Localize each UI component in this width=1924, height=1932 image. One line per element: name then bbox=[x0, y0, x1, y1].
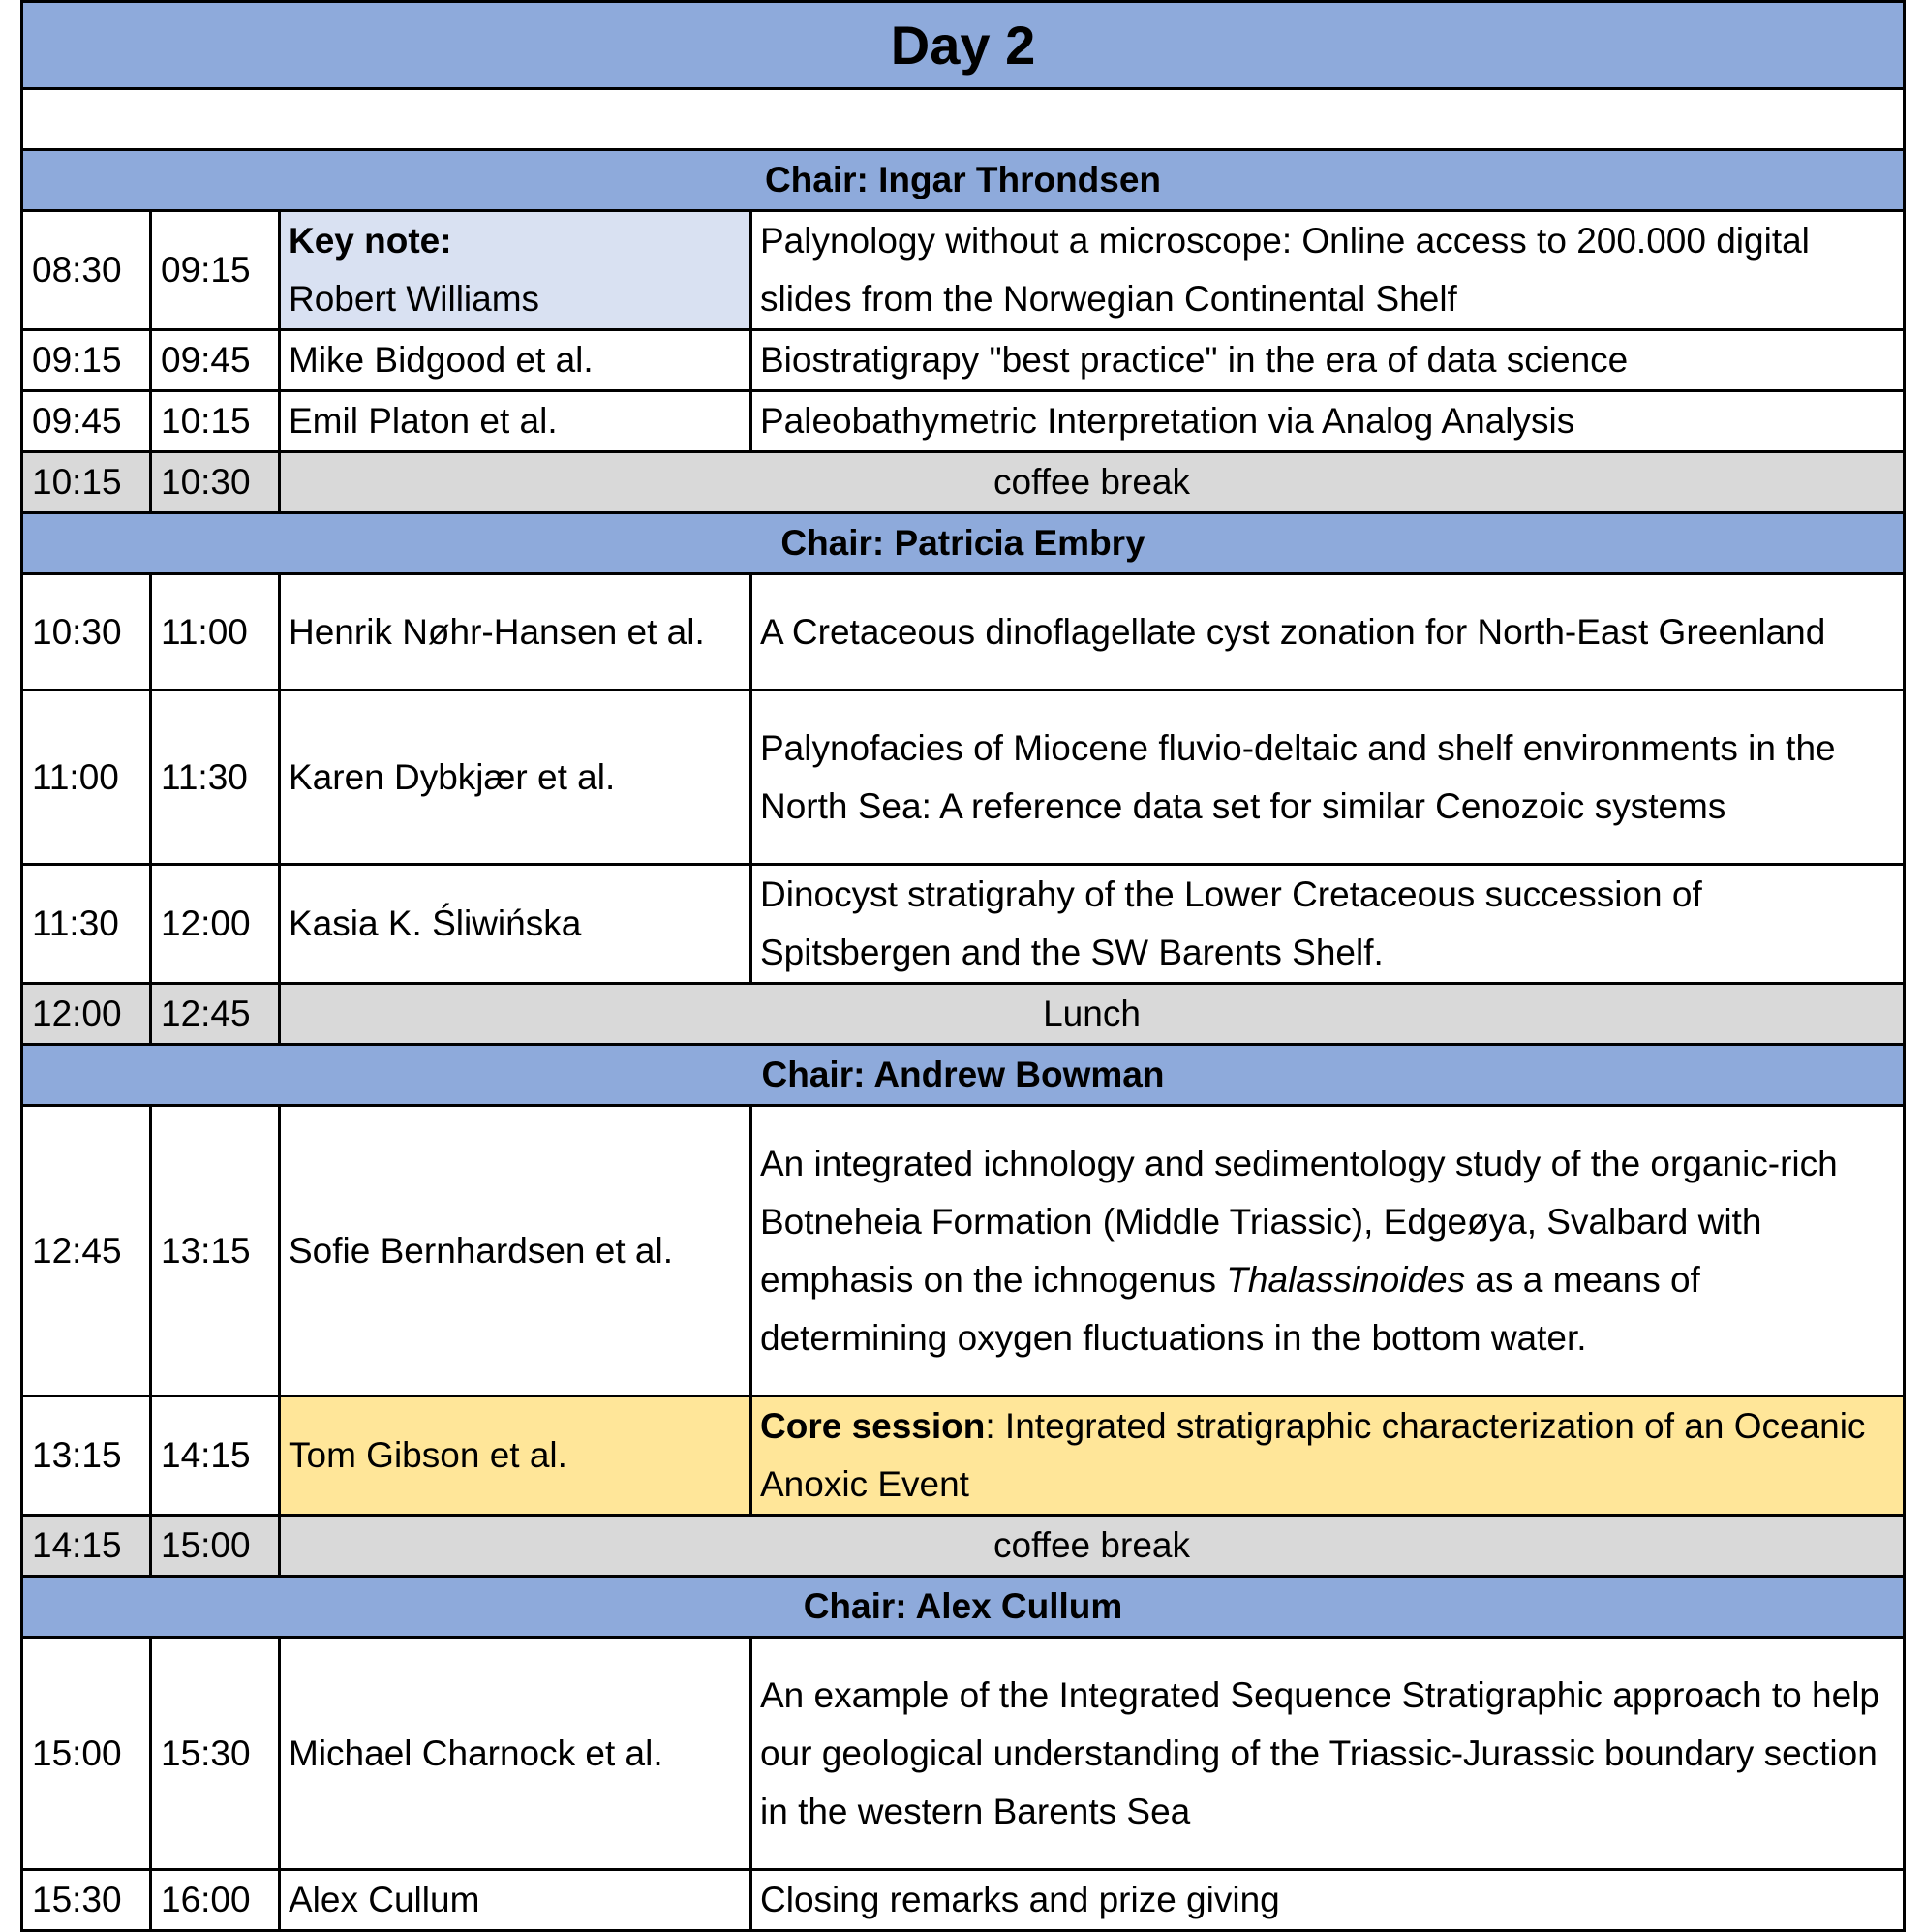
chair-row bbox=[22, 150, 1905, 211]
end-time: 10:15 bbox=[151, 391, 280, 452]
chair-row bbox=[22, 1577, 1905, 1638]
talk-title bbox=[751, 1106, 1905, 1396]
start-time: 09:15 bbox=[22, 330, 151, 391]
end-time: 14:15 bbox=[151, 1396, 280, 1516]
chair-row bbox=[22, 513, 1905, 574]
start-time: 12:45 bbox=[22, 1106, 151, 1396]
table-row bbox=[22, 1396, 1905, 1516]
genus-name: Thalassinoides bbox=[1226, 1259, 1466, 1300]
table-row bbox=[22, 211, 1905, 330]
talk-title: Biostratigrapy "best practice" in the era of data science bbox=[751, 330, 1905, 391]
break-row bbox=[22, 452, 1905, 513]
speaker-name: Mike Bidgood et al. bbox=[280, 330, 751, 391]
day-title-row bbox=[22, 2, 1905, 89]
end-time: 11:30 bbox=[151, 690, 280, 865]
talk-title-text: : Integrated stratigraphic characterization of an Oceanic Anoxic Event bbox=[760, 1406, 1866, 1504]
break-row bbox=[22, 1516, 1905, 1577]
chair-row bbox=[22, 1045, 1905, 1106]
start-time: 10:15 bbox=[22, 452, 151, 513]
speaker-name: Henrik Nøhr-Hansen et al. bbox=[280, 574, 751, 690]
end-time: 13:15 bbox=[151, 1106, 280, 1396]
end-time: 15:30 bbox=[151, 1638, 280, 1870]
end-time: 11:00 bbox=[151, 574, 280, 690]
break-label: coffee break bbox=[280, 1516, 1905, 1577]
start-time: 12:00 bbox=[22, 984, 151, 1045]
talk-title-text: An integrated ichnology and sedimentology study of the organic-rich Botneheia Formation (Middle Triassic), Edgeøya, Svalbard with emphasis on the ichnogenus bbox=[760, 1143, 1838, 1300]
break-label: Lunch bbox=[280, 984, 1905, 1045]
table-row bbox=[22, 865, 1905, 984]
speaker-name: Sofie Bernhardsen et al. bbox=[280, 1106, 751, 1396]
start-time: 14:15 bbox=[22, 1516, 151, 1577]
table-row bbox=[22, 330, 1905, 391]
chair-label: Chair: Alex Cullum bbox=[22, 1577, 1905, 1638]
talk-title: Palynology without a microscope: Online access to 200.000 digital slides from the Norwegian Continental Shelf bbox=[751, 211, 1905, 330]
talk-title: A Cretaceous dinoflagellate cyst zonation for North-East Greenland bbox=[751, 574, 1905, 690]
end-time: 09:15 bbox=[151, 211, 280, 330]
schedule-table bbox=[20, 0, 1906, 1932]
speaker-name: Kasia K. Śliwińska bbox=[280, 865, 751, 984]
table-row bbox=[22, 391, 1905, 452]
start-time: 11:00 bbox=[22, 690, 151, 865]
break-row bbox=[22, 984, 1905, 1045]
chair-label: Chair: Andrew Bowman bbox=[22, 1045, 1905, 1106]
end-time: 12:45 bbox=[151, 984, 280, 1045]
start-time: 09:45 bbox=[22, 391, 151, 452]
speaker-name: Robert Williams bbox=[289, 279, 540, 319]
table-row bbox=[22, 1870, 1905, 1931]
end-time: 15:00 bbox=[151, 1516, 280, 1577]
chair-label: Chair: Patricia Embry bbox=[22, 513, 1905, 574]
start-time: 15:00 bbox=[22, 1638, 151, 1870]
table-row bbox=[22, 690, 1905, 865]
chair-label: Chair: Ingar Throndsen bbox=[22, 150, 1905, 211]
table-row bbox=[22, 1638, 1905, 1870]
start-time: 15:30 bbox=[22, 1870, 151, 1931]
blank-cell bbox=[22, 89, 1905, 150]
talk-title: Paleobathymetric Interpretation via Analog Analysis bbox=[751, 391, 1905, 452]
talk-title: Palynofacies of Miocene fluvio-deltaic and shelf environments in the North Sea: A reference data set for similar Cenozoic systems bbox=[751, 690, 1905, 865]
core-session-label: Core session bbox=[760, 1406, 986, 1446]
day-title: Day 2 bbox=[22, 2, 1905, 89]
speaker-cell bbox=[280, 211, 751, 330]
talk-title: An example of the Integrated Sequence Stratigraphic approach to help our geological understanding of the Triassic-Jurassic boundary section in the western Barents Sea bbox=[751, 1638, 1905, 1870]
talk-title bbox=[751, 1396, 1905, 1516]
talk-title: Dinocyst stratigrahy of the Lower Cretaceous succession of Spitsbergen and the SW Barents Shelf. bbox=[751, 865, 1905, 984]
blank-row bbox=[22, 89, 1905, 150]
start-time: 10:30 bbox=[22, 574, 151, 690]
end-time: 09:45 bbox=[151, 330, 280, 391]
start-time: 08:30 bbox=[22, 211, 151, 330]
table-row bbox=[22, 1106, 1905, 1396]
speaker-name: Karen Dybkjær et al. bbox=[280, 690, 751, 865]
end-time: 10:30 bbox=[151, 452, 280, 513]
speaker-name: Tom Gibson et al. bbox=[280, 1396, 751, 1516]
speaker-name: Michael Charnock et al. bbox=[280, 1638, 751, 1870]
speaker-name: Emil Platon et al. bbox=[280, 391, 751, 452]
speaker-name: Alex Cullum bbox=[280, 1870, 751, 1931]
talk-title: Closing remarks and prize giving bbox=[751, 1870, 1905, 1931]
break-label: coffee break bbox=[280, 452, 1905, 513]
keynote-label: Key note: bbox=[289, 221, 452, 261]
end-time: 16:00 bbox=[151, 1870, 280, 1931]
end-time: 12:00 bbox=[151, 865, 280, 984]
start-time: 13:15 bbox=[22, 1396, 151, 1516]
table-row bbox=[22, 574, 1905, 690]
start-time: 11:30 bbox=[22, 865, 151, 984]
talk-title-text: as a means of determining oxygen fluctuations in the bottom water. bbox=[760, 1259, 1700, 1358]
